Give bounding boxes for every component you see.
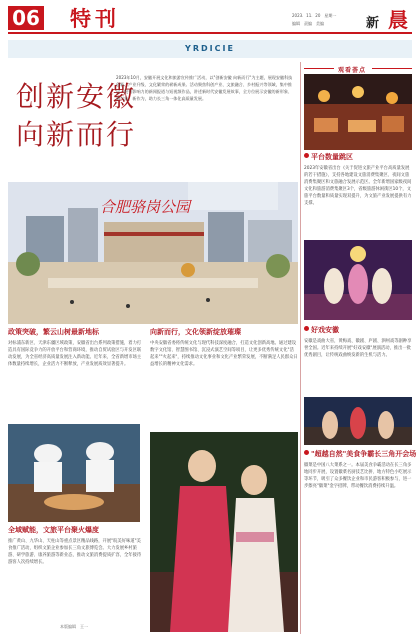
stage-photo [304, 240, 412, 320]
issue-editors: 编辑 责编 美编 [292, 21, 324, 26]
night-market-photo [304, 74, 412, 150]
header-rule [8, 32, 412, 34]
footer-editor: 本版编辑 王一 [60, 624, 88, 629]
guide-item-2-title [304, 326, 339, 335]
article-3-title: 全域赋能，文旅平台聚火爆度 [8, 526, 99, 534]
lead-title-line-2: 向新而行 [16, 118, 137, 151]
guide-rule-right [372, 68, 412, 69]
banner-text: YRDICIE [185, 44, 235, 53]
masthead-accent: 晨 [388, 8, 408, 32]
night-market-illustration [304, 74, 412, 150]
main-photo [8, 182, 298, 324]
masthead-main: 新 [366, 16, 380, 31]
stage-illustration [304, 240, 412, 320]
guide-item-2-body: 安徽是戏曲大省，黄梅戏、徽剧、庐剧、泗州戏等剧种享誉全国。近年来持续开展"好戏安徽"展演活动，推出一批优秀剧目，让传统戏曲焕发新的生机与活力。 [304, 339, 412, 359]
article-1-body: 对标浦东新区、天津东疆区域政策，安徽省出台系列政策措施，着力打造具有国际竞争力的开放平台和营商环境，推动自贸试验区与开发区联动发展，为全省经济高质量发展注入新动能。近年来，全省新增市场主体数量持续增长，企业活力不断释放，产业发展质效显著提升。 [8, 341, 142, 368]
guide-item-2-title-text: 好戏安徽 [311, 326, 339, 334]
chef-photo-illustration [8, 424, 140, 522]
guide-item-3-body: 徽菜是中国八大菜系之一。本届美食争霸活动在长三角多地同步开展，设置徽菜名厨技艺比拼、地方特色小吃展示等环节，吸引了众多餐饮企业和市民游客积极参与，进一步擦亮"徽菜"金字招牌，带动餐饮消费持续升温。 [304, 463, 412, 490]
lead-title-line-1: 创新安徽 [16, 80, 137, 113]
performance-photo [304, 397, 412, 445]
performance-illustration [304, 397, 412, 445]
opera-photo [150, 432, 298, 632]
guide-label: 观看荟点 [338, 67, 367, 74]
bullet-dot-icon [304, 153, 309, 158]
issue-date: 2023．11．20 星期一 [292, 13, 337, 18]
bullet-dot-icon [304, 326, 309, 331]
article-3-body: 推广黄山、九华山、天柱山等重点景区精品线路，开展"皖美好味道"美食推广活动，组织文旅企业参加长三角文旅博览会。大力发展乡村旅游、研学旅游、康养旅游等新业态，推动文旅消费提质扩容，全年接待游客人次持续增长。 [8, 539, 142, 566]
section-title: 特刊 [70, 6, 120, 31]
page-number-badge: 06 [8, 6, 44, 30]
guide-rule-left [304, 68, 334, 69]
bullet-dot-icon [304, 450, 309, 455]
article-1-title: 政策突破，繁云山树最新地标 [8, 328, 99, 336]
guide-item-1-title [304, 153, 353, 162]
opera-photo-illustration [150, 432, 298, 632]
guide-item-3-title-text: "超越自然"美食争霸长三角开会场 [311, 450, 417, 458]
article-2-title: 向新而行，文化领新绽放璀璨 [150, 328, 241, 336]
column-divider [300, 62, 301, 634]
guide-item-1-body: 2023年安徽省出台《关于促进文旅产业平台高质量发展的若干措施》，支持各地建设文旅消费集聚区、夜间文旅消费集聚区和文旅融合发展示范区。全年新增国家级夜间文化和旅游消费集聚区3个，省级旅游休闲街区10个，文旅平台数量和质量实现双提升，为文旅产业发展提供有力支撑。 [304, 166, 412, 207]
main-photo-caption: 合肥骆岗公园 [100, 198, 191, 216]
guide-item-3-title [304, 450, 416, 459]
lead-paragraph: 2023年10月，安徽开展文化和旅游宣传推广活动，以"创新安徽 向新而行"为主题，展现安徽科技创新、产业升级、文化繁荣的崭新成果。活动聚焦科创产业、文旅融合、乡村振兴等领域，集中推出一批有影响力的新闻报道与短视频作品，讲述新时代安徽发展故事，全方位展示安徽的新形象、新气象、新作为，助力长三角一体化高质量发展。 [116, 75, 293, 102]
guide-item-1-title-text: 平台数量跳区 [311, 153, 353, 161]
article-2-body: 中央安徽省委将传统文化与现代科技深度融合，打造文化创新高地。通过建设数字文化馆、智慧图书馆、沉浸式演艺空间等项目，让更多优秀传统文化"活起来""火起来"，持续推动文化事业和文化产业繁荣发展，不断满足人民群众日益增长的精神文化需求。 [150, 341, 298, 368]
chef-photo [8, 424, 140, 522]
